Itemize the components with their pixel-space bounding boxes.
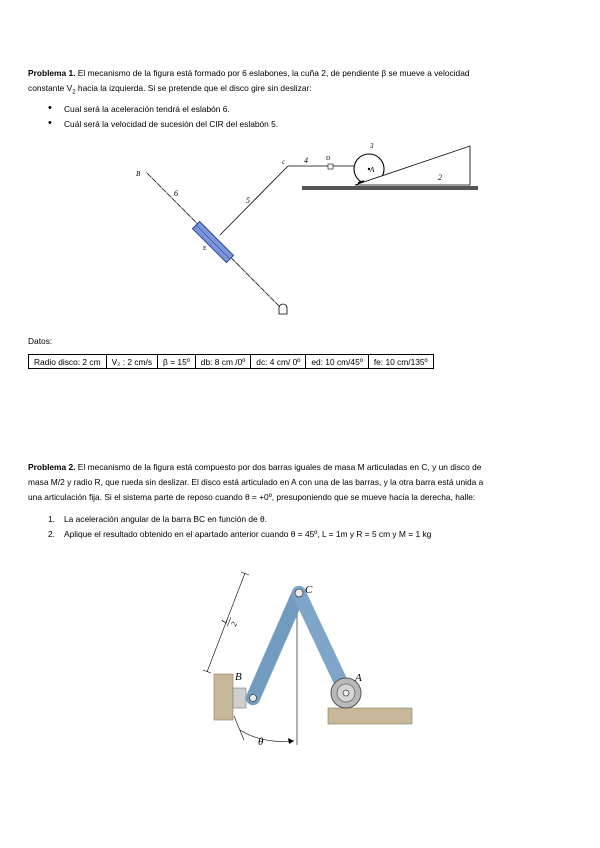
label-c: c xyxy=(282,158,286,166)
pin-b xyxy=(250,695,257,702)
datos-cell: Radio disco: 2 cm xyxy=(29,355,107,369)
label-theta: θ xyxy=(258,736,264,748)
label-3: 3 xyxy=(370,142,374,150)
problem1-statement-line1: El mecanismo de la figura está formado por 6 eslabones, la cuña 2, de pendiente β se mueve a velocidad xyxy=(75,68,470,78)
datos-cell: ed: 10 cm/45º xyxy=(306,355,368,369)
label-4: 4 xyxy=(304,156,308,165)
svg-text:2: 2 xyxy=(229,620,240,628)
datos-cell: β = 15º xyxy=(158,355,196,369)
label-b: B xyxy=(136,170,141,178)
label-c2: C xyxy=(305,584,313,596)
datos-cell: V₂ : 2 cm/s xyxy=(106,355,157,369)
bar-ca xyxy=(299,593,346,693)
problem1-title: Problema 1. xyxy=(28,68,76,78)
theta-arc xyxy=(240,730,294,742)
problem1-statement-line2-post: hacia la izquierda. Si se pretende que el disco gire sin deslizar: xyxy=(75,83,312,93)
question-number: 2. xyxy=(48,529,55,539)
label-6: 6 xyxy=(174,189,178,198)
problem2-title: Problema 2. xyxy=(28,462,76,472)
svg-text:L: L xyxy=(219,617,230,625)
problem2-statement-line3: una articulación fija. Si el sistema parte de reposo cuando θ = +0º, presuponiendo que se mueve hacia la derecha, halle: xyxy=(28,492,476,502)
label-a: A xyxy=(370,166,375,174)
wall-support xyxy=(214,674,233,720)
problem1-question: • Cuál será la velocidad de sucesión del CIR del eslabón 5. xyxy=(28,117,576,132)
label-a2: A xyxy=(355,672,362,684)
problem2-statement-line2: masa M/2 y radio R, que rueda sin deslizar. El disco está articulado en A con una de las barras, y la otra barra está unida a xyxy=(28,477,484,487)
datos-cell: fe: 10 cm/135º xyxy=(368,355,433,369)
problem1-question: • Cual será la aceleración tendrá el eslabón 6. xyxy=(28,102,576,117)
floor-a xyxy=(328,708,412,724)
problem2-question: Aplique el resultado obtenido en el apartado anterior cuando θ = 45º, L = 1m y R = 5 cm y M = 1 kg xyxy=(64,529,432,539)
label-d: D xyxy=(326,156,331,162)
problem1-statement-line2-pre: constante V xyxy=(28,83,73,93)
label-2: 2 xyxy=(438,173,442,182)
datos-cell: db: 8 cm /0º xyxy=(195,355,251,369)
question-number: 1. xyxy=(48,514,55,524)
datos-cell: dc: 4 cm/ 0º xyxy=(251,355,306,369)
v2-subscript: 2 xyxy=(72,89,76,96)
problem2-question: La aceleración angular de la barra BC en función de θ. xyxy=(64,514,267,524)
bracket-b xyxy=(233,688,246,708)
label-e: E xyxy=(203,246,207,252)
label-l-over-2 xyxy=(219,614,240,630)
label-b2: B xyxy=(235,671,242,683)
problem2-statement-line1: El mecanismo de la figura está compuesto por dos barras iguales de masa M articuladas en C, y un disco de xyxy=(75,462,482,472)
datos-label: Datos: xyxy=(28,336,53,346)
label-5: 5 xyxy=(246,196,250,205)
pin-c xyxy=(295,589,303,597)
